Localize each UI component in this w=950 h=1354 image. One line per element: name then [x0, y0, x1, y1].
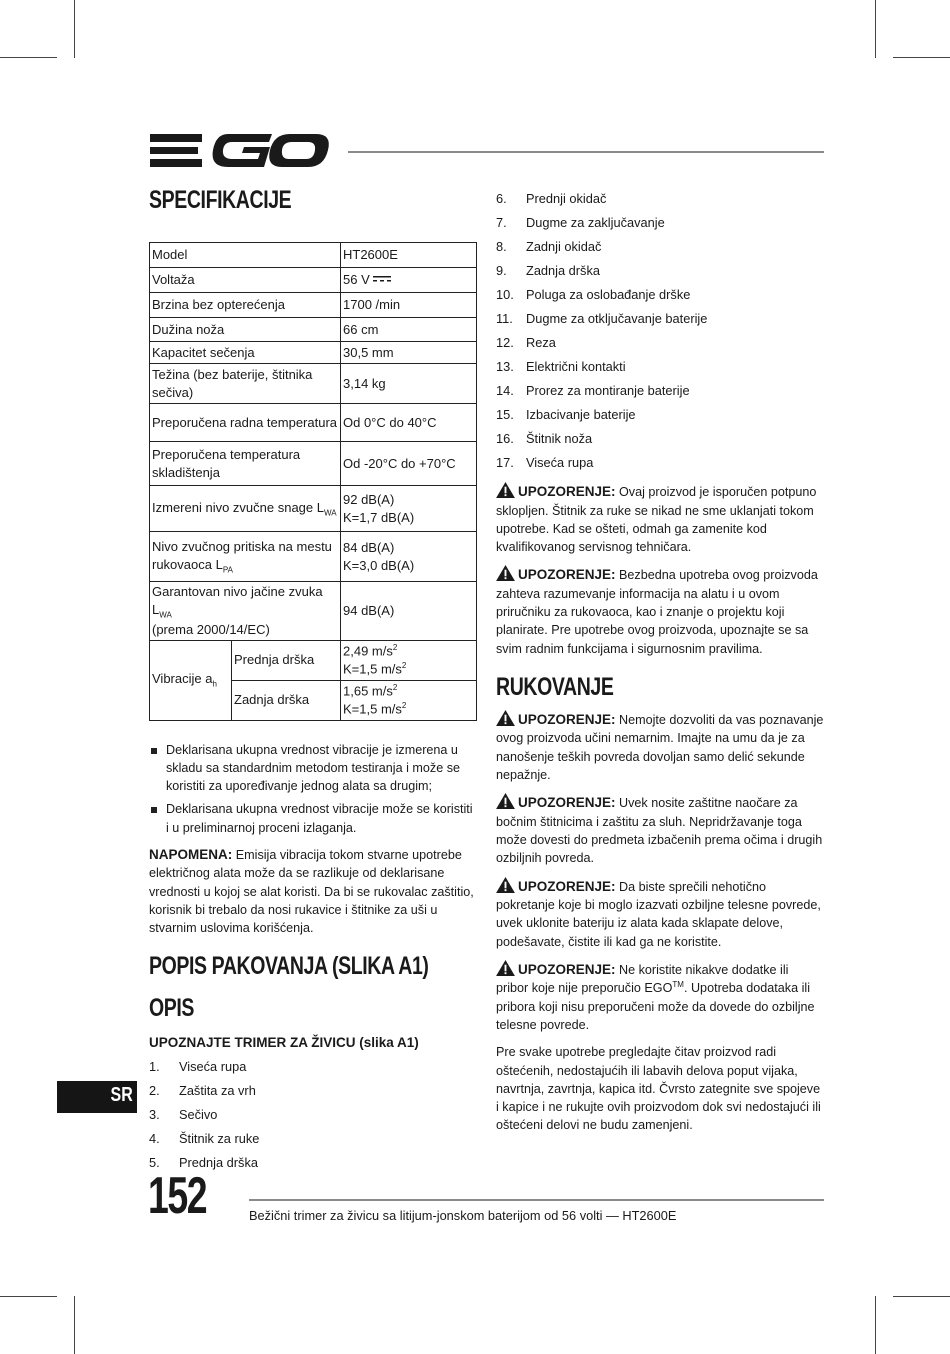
- list-item: 6. Prednji okidač: [496, 191, 607, 206]
- spec-table: [149, 242, 477, 721]
- description-heading: OPIS: [149, 994, 195, 1023]
- left-column: [149, 185, 477, 1178]
- table-row: [150, 582, 477, 641]
- right-column: [496, 190, 824, 1135]
- table-row: [150, 293, 477, 318]
- list-item: 5. Prednja drška: [149, 1155, 258, 1171]
- warning-block: UPOZORENJE: Da biste sprečili nehotično pokretanje koje bi moglo izazvati ozbiljne telesne povrede, uvek uklonite bateriju iz alata kada sklapate delove, podešavate, čistite ili kad ga ne koristite.: [496, 878, 821, 949]
- table-row: [150, 243, 477, 268]
- warning-icon: [496, 960, 515, 976]
- list-item: 14. Prorez za montiranje baterije: [496, 383, 690, 398]
- spec-label: Nivo zvučnog pritiska na mestu rukovaoca $L_{PA}$: [150, 532, 341, 582]
- warning-block: UPOZORENJE: Uvek nosite zaštitne naočare za bočnim štitnicima i zaštitu za sluh. Nepridržavanje toga može dovesti do predmeta izbačenih prema očima i drugih ozbiljnih povreda.: [496, 795, 823, 866]
- list-item: 9. Zadnja drška: [496, 263, 600, 278]
- spec-value: 30,5 mm: [341, 342, 477, 364]
- list-item: 13. Električni kontakti: [496, 359, 626, 374]
- list-item: Deklarisana ukupna vrednost vibracije je izmerena u skladu sa standardnim metodom testiranja i može se koristiti za upoređivanje jednog alata sa drugim;: [149, 741, 477, 796]
- spec-value: Od 0°C do 40°C: [341, 404, 477, 442]
- list-item: 8. Zadnji okidač: [496, 239, 602, 254]
- warning-icon: [496, 877, 515, 893]
- table-row: [150, 442, 477, 486]
- language-tab: SR: [57, 1081, 137, 1113]
- list-item: 17. Viseća rupa: [496, 455, 594, 470]
- spec-value: Od -20°C do +70°C: [341, 442, 477, 486]
- note-label: NAPOMENA:: [149, 846, 233, 862]
- crop-mark: [875, 0, 876, 58]
- spec-label-vibration: Vibracije $a_h$: [150, 640, 232, 720]
- note-paragraph: NAPOMENA: Emisija vibracija tokom stvarne upotrebe električnog alata može da se razlikuje od deklarisane vrednosti u kojoj se alat koristi. Da bi se rukovalac zaštitio, korisnik bi trebalo da nosi rukavice i štitnike za uši u stvarnim uslovima korišćenja.: [149, 846, 474, 936]
- table-row: [150, 342, 477, 364]
- footer-rule: [249, 1199, 824, 1201]
- spec-value: 66 cm: [341, 318, 477, 342]
- parts-list: [149, 1058, 477, 1178]
- warning-block: UPOZORENJE: Bezbedna upotreba ovog proizvoda zahteva razumevanje informacija na alatu i u ovom priručniku za rukovaoca, kao i znanje o projektu koji planirate. Pre upotrebe ovog proizvoda, upoznajte se sa svim radnim funkcijama i sigurnosnim pravilima.: [496, 567, 818, 656]
- list-item: 4. Štitnik za ruke: [149, 1131, 260, 1147]
- spec-label: Garantovan nivo jačine zvuka $L_{WA}$ (prema 2000/14/EC): [150, 582, 341, 641]
- table-row: [150, 532, 477, 582]
- crop-mark: [74, 1296, 75, 1354]
- spec-label: Težina (bez baterije, štitnika sečiva): [150, 364, 341, 404]
- warning-block: UPOZORENJE: Ovaj proizvod je isporučen potpuno sklopljen. Štitnik za ruke se nikad ne sme uklanjati tokom upotrebe. Kad se ošteti, odmah ga zamenite kod kvalifikovanog servisnog tehničara.: [496, 484, 817, 555]
- inspection-paragraph: Pre svake upotrebe pregledajte čitav proizvod radi oštećenih, nedostajućih ili labavih delova poput vijaka, navrtnja, zavrtnja, kapica itd. Čvrsto zategnite sve spojeve i kapice i ne rukujte ovih proizvodom dok svi nedostajući ili oštećeni delovi ne budu zamenjeni.: [496, 1045, 821, 1133]
- list-item: 16. Štitnik noža: [496, 431, 593, 446]
- list-item: 2. Zaštita za vrh: [149, 1083, 256, 1099]
- list-item: 10. Poluga za oslobađanje drške: [496, 287, 691, 302]
- spec-sublabel: Prednja drška: [232, 640, 341, 680]
- warning-block: UPOZORENJE: Nemojte dozvoliti da vas poznavanje ovog proizvoda učini nemarnim. Imajte na umu da je za nanošenje teških povreda dovoljan samo delić sekunde nepažnje.: [496, 711, 824, 782]
- spec-label: Dužina noža: [150, 318, 341, 342]
- spec-label: Preporučena temperatura skladištenja: [150, 442, 341, 486]
- list-item: 3. Sečivo: [149, 1107, 218, 1123]
- table-row: [150, 640, 477, 680]
- crop-mark: [893, 1296, 950, 1297]
- spec-value: 56 V: [343, 272, 370, 288]
- spec-value: 3,14 kg: [341, 364, 477, 404]
- table-row: [150, 486, 477, 532]
- list-item: 15. Izbacivanje baterije: [496, 407, 636, 422]
- warning-block: UPOZORENJE: Ne koristite nikakve dodatke ili pribor koje nije preporučio EGO™. Upotreba dodataka ili pribora koji nisu preporučeni može da dovede do ozbiljne telesne povrede.: [496, 961, 815, 1033]
- crop-mark: [875, 1296, 876, 1354]
- table-row: [150, 318, 477, 342]
- ego-logo: [148, 128, 332, 172]
- header-rule: [348, 151, 824, 153]
- packing-list-heading: POPIS PAKOVANJA (SLIKA A1): [149, 952, 429, 981]
- table-row: [150, 268, 477, 293]
- warning-icon: [496, 793, 515, 809]
- specifications-heading: SPECIFIKACIJE: [149, 186, 292, 214]
- spec-value: 92 dB(A) K=1,7 dB(A): [341, 486, 477, 532]
- warning-icon: [496, 710, 515, 726]
- operation-heading: RUKOVANJE: [496, 672, 614, 701]
- table-row: [150, 404, 477, 442]
- spec-label: Preporučena radna temperatura: [150, 404, 341, 442]
- list-item: 1. Viseća rupa: [149, 1059, 247, 1075]
- spec-value: 1700 /min: [341, 293, 477, 318]
- list-item: 12. Reza: [496, 335, 556, 350]
- spec-value: 2,49 $m/s^2$ K=1,5 $m/s^2$: [341, 640, 477, 680]
- spec-value: 84 dB(A) K=3,0 dB(A): [341, 532, 477, 582]
- spec-label: Kapacitet sečenja: [150, 342, 341, 364]
- list-item: Deklarisana ukupna vrednost vibracije može se koristiti i u preliminarnoj proceni izlaganja.: [149, 800, 477, 837]
- crop-mark: [0, 1296, 57, 1297]
- spec-label: Izmereni nivo zvučne snage $L_{WA}$: [150, 486, 341, 532]
- crop-mark: [893, 57, 950, 58]
- spec-value: 94 dB(A): [341, 582, 477, 641]
- spec-label: Brzina bez opterećenja: [150, 293, 341, 318]
- spec-label: Model: [150, 243, 341, 268]
- table-row: [150, 364, 477, 404]
- spec-value: HT2600E: [341, 243, 477, 268]
- list-item: 11. Dugme za otključavanje baterije: [496, 311, 708, 326]
- spec-value: 1,65 $m/s^2$ K=1,5 $m/s^2$: [341, 680, 477, 720]
- page-number: 152: [148, 1167, 207, 1225]
- spec-value-voltage: [341, 268, 477, 293]
- parts-list-continued: [496, 190, 824, 478]
- spec-sublabel: Zadnja drška: [232, 680, 341, 720]
- crop-mark: [0, 57, 57, 58]
- vibration-notes-list: [149, 741, 477, 837]
- list-item: 7. Dugme za zaključavanje: [496, 215, 665, 230]
- spec-label: Voltaža: [150, 268, 341, 293]
- warning-icon: [496, 482, 515, 498]
- crop-mark: [74, 0, 75, 58]
- warning-icon: [496, 565, 515, 581]
- footer-text: Bežični trimer za živicu sa litijum-jonskom baterijom od 56 volti — HT2600E: [249, 1208, 677, 1223]
- description-subtitle: UPOZNAJTE TRIMER ZA ŽIVICU (slika A1): [149, 1035, 419, 1051]
- dc-symbol-icon: [373, 275, 391, 283]
